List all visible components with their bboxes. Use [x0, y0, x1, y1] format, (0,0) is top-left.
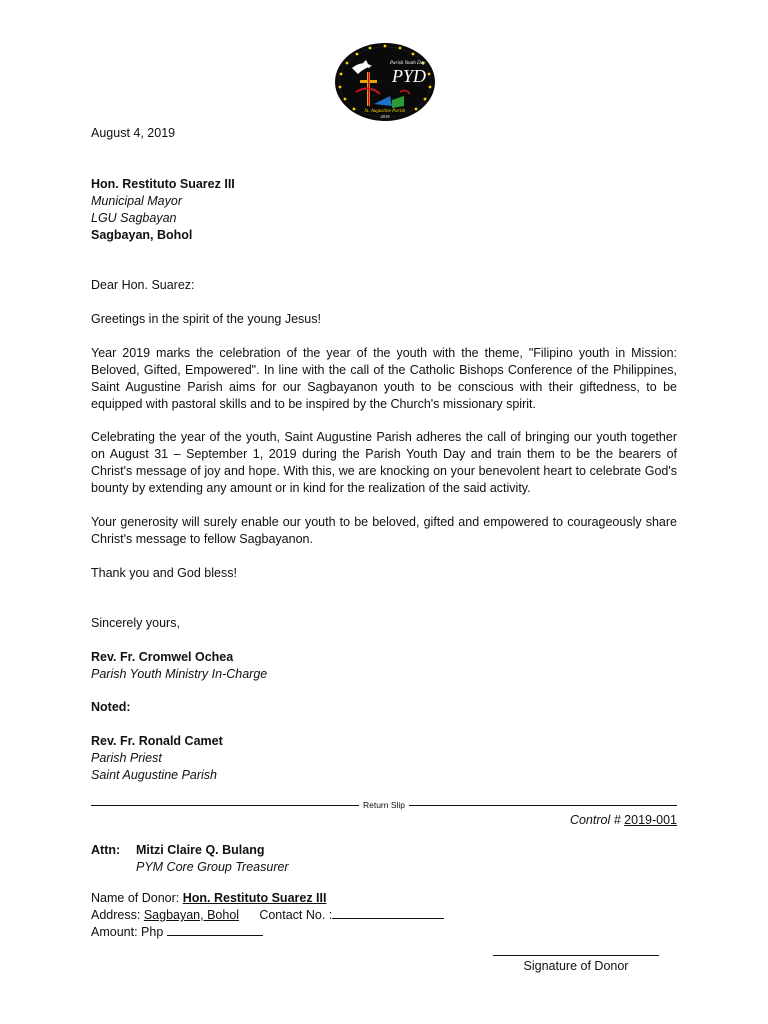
signatory-block [91, 649, 677, 683]
thanks-line: Thank you and God bless! [91, 566, 237, 580]
logo-text-bottom: St. Augustine Parish [364, 109, 406, 114]
address-value: Sagbayan, Bohol [143, 908, 240, 922]
contact-blank[interactable] [332, 907, 444, 919]
recipient-title: Municipal Mayor [91, 194, 183, 208]
greeting: Greetings in the spirit of the young Jesus! [91, 312, 321, 326]
control-number-label: Control # [569, 813, 621, 827]
letter-date: August 4, 2019 [91, 126, 176, 140]
noted-by-name: Rev. Fr. Ronald Camet [91, 734, 223, 748]
logo-text-top: Parish Youth Day [390, 61, 426, 66]
amount-label: Amount: Php [91, 925, 164, 939]
divider-rule-right [409, 805, 677, 806]
signature-label: Signature of Donor [523, 959, 629, 973]
body-paragraph-2 [91, 429, 677, 497]
closing: Sincerely yours, [91, 616, 180, 630]
control-number-value: 2019-001 [624, 813, 677, 827]
recipient-name: Hon. Restituto Suarez III [91, 177, 235, 191]
noted-by-org: Saint Augustine Parish [91, 768, 218, 782]
address-label: Address: [91, 908, 141, 922]
signature-line[interactable] [493, 955, 659, 956]
noted-by-block [91, 733, 677, 784]
logo-monogram: PYD [392, 66, 427, 86]
control-number-line [91, 812, 677, 829]
amount-blank[interactable] [167, 924, 263, 936]
signatory-name: Rev. Fr. Cromwel Ochea [91, 650, 234, 664]
noted-by-title: Parish Priest [91, 751, 162, 765]
paragraph-text: Your generosity will surely enable our youth to be beloved, gifted and empowered to courageously share Christ's message to fellow Sagbayanon. [91, 515, 677, 546]
amount-line [91, 924, 677, 941]
donor-name-value: Hon. Restituto Suarez III [182, 891, 327, 905]
return-slip-label: Return Slip [362, 800, 406, 810]
divider-rule-left [91, 805, 359, 806]
recipient-location: Sagbayan, Bohol [91, 228, 193, 242]
attn-name: Mitzi Claire Q. Bulang [136, 843, 265, 857]
logo-year: 2019 [380, 114, 390, 119]
body-paragraph-3 [91, 514, 677, 548]
attn-label: Attn: [91, 843, 121, 857]
donor-name-line [91, 890, 677, 907]
recipient-office: LGU Sagbayan [91, 211, 177, 225]
body-paragraph-1 [91, 345, 677, 413]
salutation: Dear Hon. Suarez: [91, 278, 195, 292]
return-slip-divider [91, 799, 677, 811]
contact-label: Contact No. : [259, 908, 333, 922]
paragraph-text: Celebrating the year of the youth, Saint Augustine Parish adheres the call of bringing our youth together on August 31 – September 1, 2019 during the Parish Youth Day and train them to be the bearers of Christ's message of joy and hope. With this, we are knocking on your benevolent heart to celebrate God's bounty by extending any amount or in kind for the realization of the said activity. [91, 430, 677, 495]
donor-name-label: Name of Donor: [91, 891, 180, 905]
noted-label: Noted: [91, 700, 131, 714]
recipient-block [91, 176, 677, 244]
address-line [91, 907, 677, 924]
signatory-title: Parish Youth Ministry In-Charge [91, 667, 268, 681]
attn-block [91, 842, 677, 876]
attn-title: PYM Core Group Treasurer [136, 860, 289, 874]
paragraph-text: Year 2019 marks the celebration of the year of the youth with the theme, "Filipino youth in Mission: Beloved, Gifted, Empowered". In line with the call of the Catholic Bishops Conference of the Philippines, Saint Augustine Parish aims for our Sagbayanon youth to be conscious with their giftedness, to be equipped with pastoral skills and to be inspired by the Church's missionary spirit. [91, 346, 677, 411]
parish-youth-day-logo [334, 42, 436, 122]
